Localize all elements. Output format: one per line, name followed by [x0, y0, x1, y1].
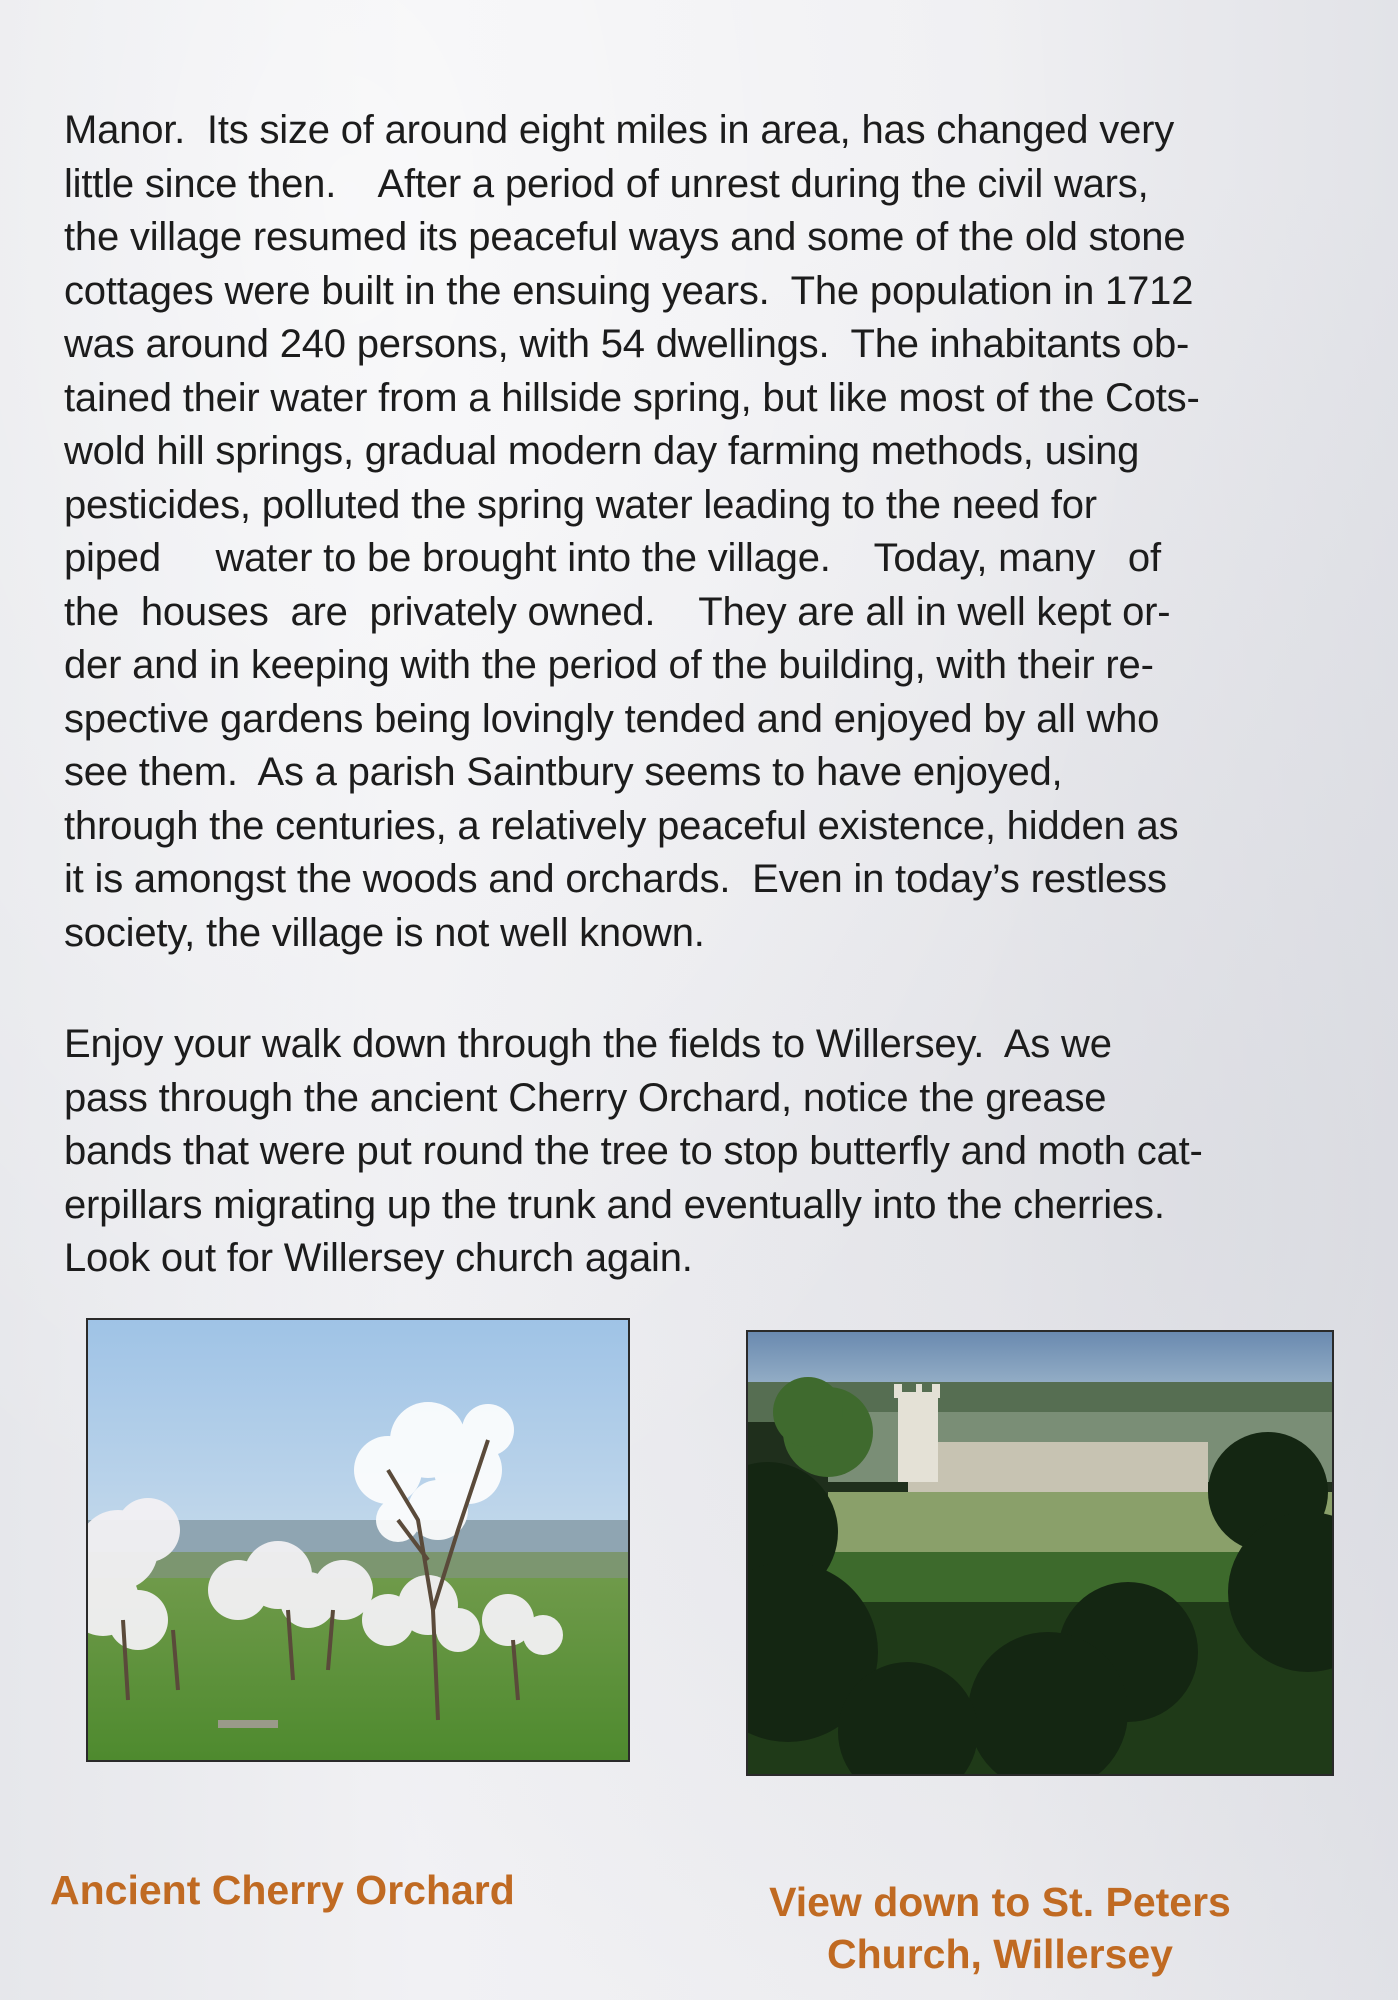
text-line: pesticides, polluted the spring water leading to the need for — [64, 482, 1097, 527]
cherry-orchard-photo — [86, 1318, 630, 1762]
text-line: through the centuries, a relatively peaceful existence, hidden as — [64, 803, 1179, 848]
text-line: cottages were built in the ensuing years. The population in 1712 — [64, 268, 1194, 313]
text-line: it is amongst the woods and orchards. Even in today’s restless — [64, 857, 1167, 901]
body-paragraph-2 — [64, 1018, 1364, 1286]
caption-line: View down to St. Peters — [769, 1879, 1231, 1925]
text-line: the houses are privately owned. They are all in well kept or- — [64, 589, 1171, 634]
caption-cherry-orchard: Ancient Cherry Orchard — [50, 1867, 515, 1913]
text-line: wold hill springs, gradual modern day farming methods, using — [64, 429, 1140, 473]
text-line: tained their water from a hillside spring, but like most of the Cots- — [64, 375, 1200, 420]
text-line: see them. As a parish Saintbury seems to have enjoyed, — [64, 750, 1063, 794]
text-line: society, the village is not well known. — [64, 910, 705, 955]
text-line: erpillars migrating up the trunk and eventually into the cherries. — [64, 1182, 1165, 1227]
text-line: Manor. Its size of around eight miles in area, has changed very — [64, 108, 1175, 152]
text-line: Enjoy your walk down through the fields to Willersey. As we — [64, 1022, 1112, 1066]
text-line: spective gardens being lovingly tended and enjoyed by all who — [64, 696, 1160, 741]
text-line: der and in keeping with the period of the building, with their re- — [64, 643, 1154, 687]
text-line: little since then. After a period of unrest during the civil wars, — [64, 161, 1149, 206]
text-line: bands that were put round the tree to stop butterfly and moth cat- — [64, 1129, 1203, 1173]
church-view-photo — [746, 1330, 1334, 1776]
text-line: was around 240 persons, with 54 dwellings. The inhabitants ob- — [64, 322, 1190, 366]
text-line: pass through the ancient Cherry Orchard, notice the grease — [64, 1075, 1107, 1120]
text-line: Look out for Willersey church again. — [64, 1236, 693, 1280]
caption-line: Church, Willersey — [827, 1931, 1173, 1977]
text-line: the village resumed its peaceful ways and some of the old stone — [64, 215, 1186, 259]
text-line: piped water to be brought into the village. Today, many of — [64, 536, 1161, 580]
caption-church-view — [740, 1876, 1260, 1980]
body-paragraph-1 — [64, 104, 1364, 960]
